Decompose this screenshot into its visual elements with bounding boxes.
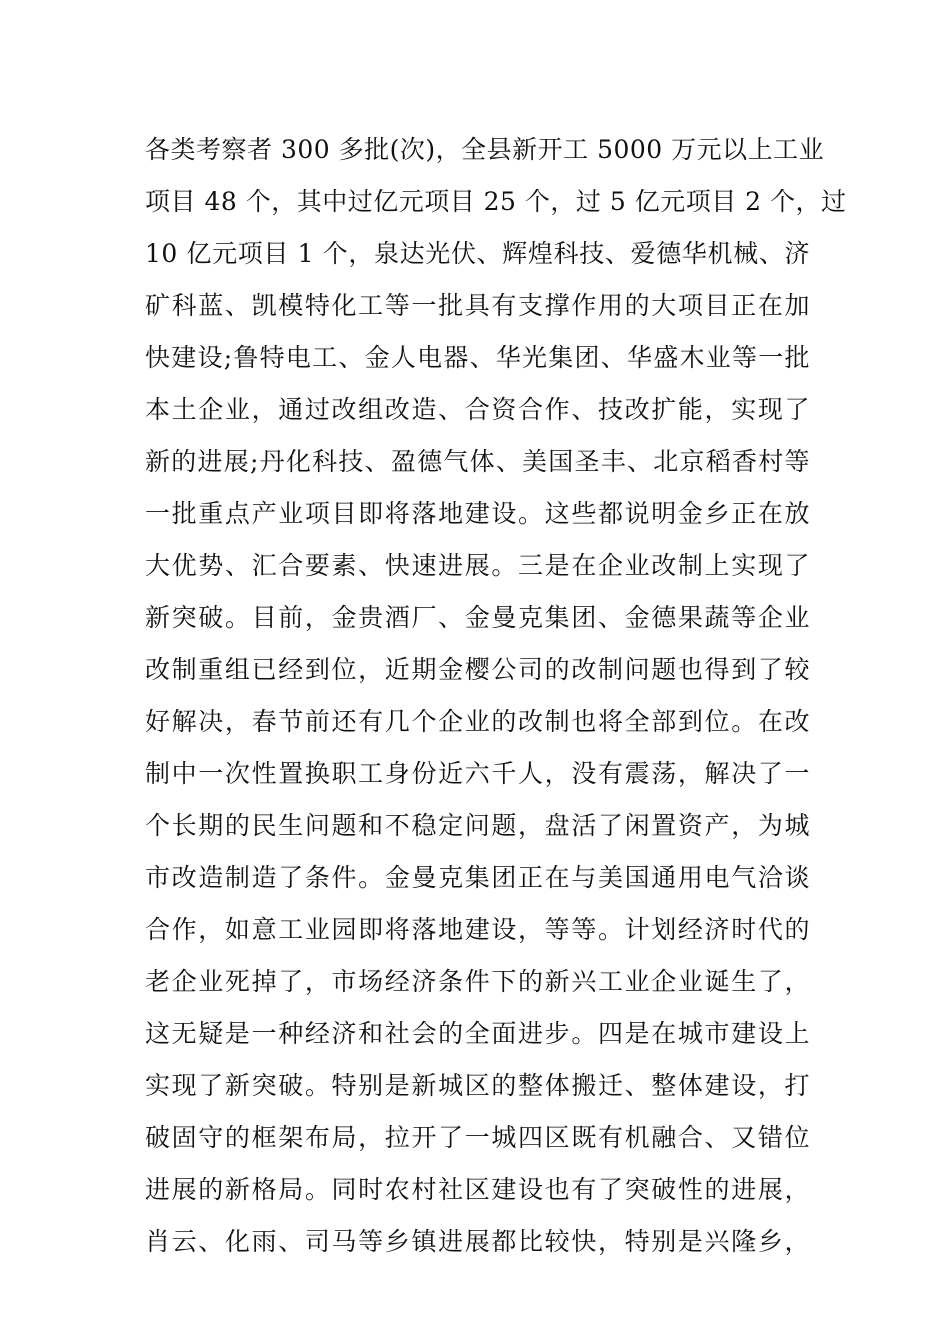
- text-line-16: 合作，如意工业园即将落地建设，等等。计划经济时代的: [145, 915, 810, 944]
- text-line-12: 好解决，春节前还有几个企业的改制也将全部到位。在改: [145, 707, 810, 736]
- text-line-7: 新的进展;丹化科技、盈德气体、美国圣丰、北京稻香村等: [145, 447, 810, 476]
- text-line-20: 破固守的框架布局，拉开了一城四区既有机融合、又错位: [145, 1123, 810, 1152]
- text-line-1: 各类考察者 300 多批(次)，全县新开工 5000 万元以上工业: [145, 135, 825, 164]
- text-line-10: 新突破。目前，金贵酒厂、金曼克集团、金德果蔬等企业: [145, 603, 810, 632]
- text-line-13: 制中一次性置换职工身份近六千人，没有震荡，解决了一: [145, 759, 810, 788]
- text-line-21: 进展的新格局。同时农村社区建设也有了突破性的进展，: [145, 1175, 810, 1204]
- text-line-14: 个长期的民生问题和不稳定问题，盘活了闲置资产，为城: [145, 811, 810, 840]
- text-line-9: 大优势、汇合要素、快速进展。三是在企业改制上实现了: [145, 551, 810, 580]
- text-line-11: 改制重组已经到位，近期金樱公司的改制问题也得到了较: [145, 655, 810, 684]
- text-line-8: 一批重点产业项目即将落地建设。这些都说明金乡正在放: [145, 499, 810, 528]
- text-line-5: 快建设;鲁特电工、金人电器、华光集团、华盛木业等一批: [145, 343, 810, 372]
- body-text: [145, 124, 847, 1268]
- text-line-2: 项目 48 个，其中过亿元项目 25 个，过 5 亿元项目 2 个，过: [145, 187, 847, 216]
- text-line-18: 这无疑是一种经济和社会的全面进步。四是在城市建设上: [145, 1019, 810, 1048]
- text-line-22: 肖云、化雨、司马等乡镇进展都比较快，特别是兴隆乡，: [145, 1227, 810, 1256]
- text-line-3: 10 亿元项目 1 个，泉达光伏、辉煌科技、爱德华机械、济: [145, 239, 810, 268]
- text-line-15: 市改造制造了条件。金曼克集团正在与美国通用电气洽谈: [145, 863, 810, 892]
- text-line-17: 老企业死掉了，市场经济条件下的新兴工业企业诞生了，: [145, 967, 810, 996]
- text-line-6: 本土企业，通过改组改造、合资合作、技改扩能，实现了: [145, 395, 810, 424]
- text-line-4: 矿科蓝、凯模特化工等一批具有支撑作用的大项目正在加: [145, 291, 810, 320]
- text-line-19: 实现了新突破。特别是新城区的整体搬迁、整体建设，打: [145, 1071, 810, 1100]
